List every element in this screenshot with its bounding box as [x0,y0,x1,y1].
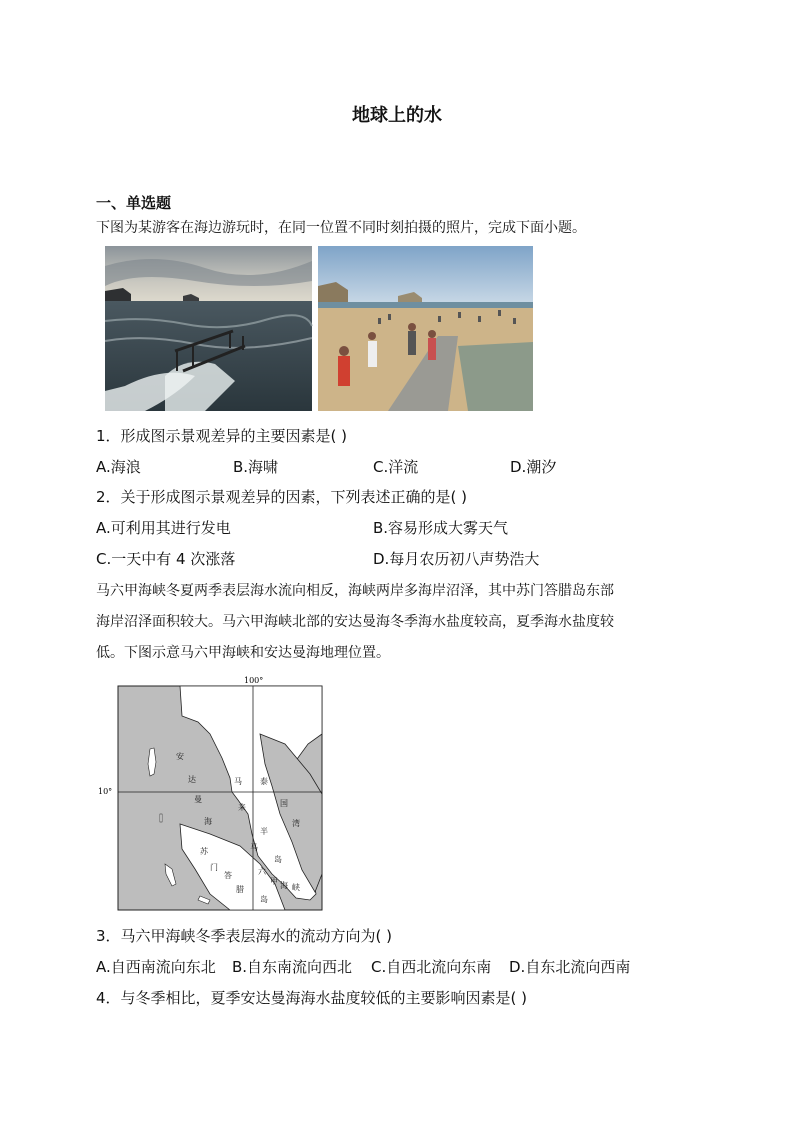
question-1: 1．形成图示景观差异的主要因素是( ) [96,427,348,445]
map-label: 腊 [236,885,244,894]
option-c[interactable]: C.一天中有 4 次涨落 [96,550,236,568]
question-2: 2．关于形成图示景观差异的因素，下列表述正确的是( ) [96,488,468,506]
map-label: 达 [188,775,196,784]
map-label: 马 [234,777,242,786]
question-3-options [96,956,696,976]
map-label: 岛 [274,855,282,864]
map-label: 曼 [194,795,202,804]
intro-text-1: 下图为某游客在海边游玩时，在同一位置不同时刻拍摄的照片，完成下面小题。 [96,220,586,236]
map-label: 国 [280,799,288,808]
section-heading: 一、单选题 [96,194,172,212]
malacca-strait-map [98,674,325,918]
map-label: 甲 [270,877,278,886]
option-c[interactable]: C.自西北流向东南 [371,958,492,976]
option-b[interactable]: B.自东南流向西北 [232,958,353,976]
map-label: 苏 [200,847,208,856]
map-label: 岛 [260,895,268,904]
question-3: 3．马六甲海峡冬季表层海水的流动方向为( ) [96,927,393,945]
option-d[interactable]: D.自东北流向西南 [509,958,631,976]
intro-text-2-line-3: 低。下图示意马六甲海峡和安达曼海地理位置。 [96,645,390,661]
map-label: 来 [238,803,246,812]
map-label: 海 [280,881,288,890]
option-a[interactable]: A.海浪 [96,458,141,476]
intro-text-2-line-2: 海岸沼泽面积较大。马六甲海峡北部的安达曼海冬季海水盐度较高，夏季海水盐度较 [96,614,614,630]
option-c[interactable]: C.洋流 [373,458,419,476]
lon-label: 100° [244,676,264,685]
map-label: 泰 [260,777,268,786]
page-title: 地球上的水 [352,105,442,126]
option-b[interactable]: B.容易形成大雾天气 [373,519,509,537]
map-label: 湾 [292,819,300,828]
photo-low-tide [318,246,533,411]
map-label: 安 [176,752,184,761]
map-label: 六 [258,867,266,876]
map-label: 马 [250,843,258,852]
question-2-options-row1 [96,517,696,537]
map-label: 峡 [292,883,300,892]
photo-high-tide [105,246,312,411]
map-label: 海 [204,817,212,826]
map-label: 答 [224,871,232,880]
map-label: 半 [260,827,268,836]
option-b[interactable]: B.海啸 [233,458,279,476]
intro-text-2-line-1: 马六甲海峡冬夏两季表层海水流向相反，海峡两岸多海岸沼泽，其中苏门答腊岛东部 [96,583,614,599]
question-4: 4．与冬季相比，夏季安达曼海海水盐度较低的主要影响因素是( ) [96,989,528,1007]
option-d[interactable]: D.潮汐 [510,458,557,476]
question-1-options [96,456,696,476]
question-2-options-row2 [96,548,696,568]
option-a[interactable]: A.自西南流向东北 [96,958,216,976]
option-d[interactable]: D.每月农历初八声势浩大 [373,550,540,568]
lat-label: 10° [98,787,113,796]
map-label: 门 [210,863,218,872]
option-a[interactable]: A.可利用其进行发电 [96,519,231,537]
